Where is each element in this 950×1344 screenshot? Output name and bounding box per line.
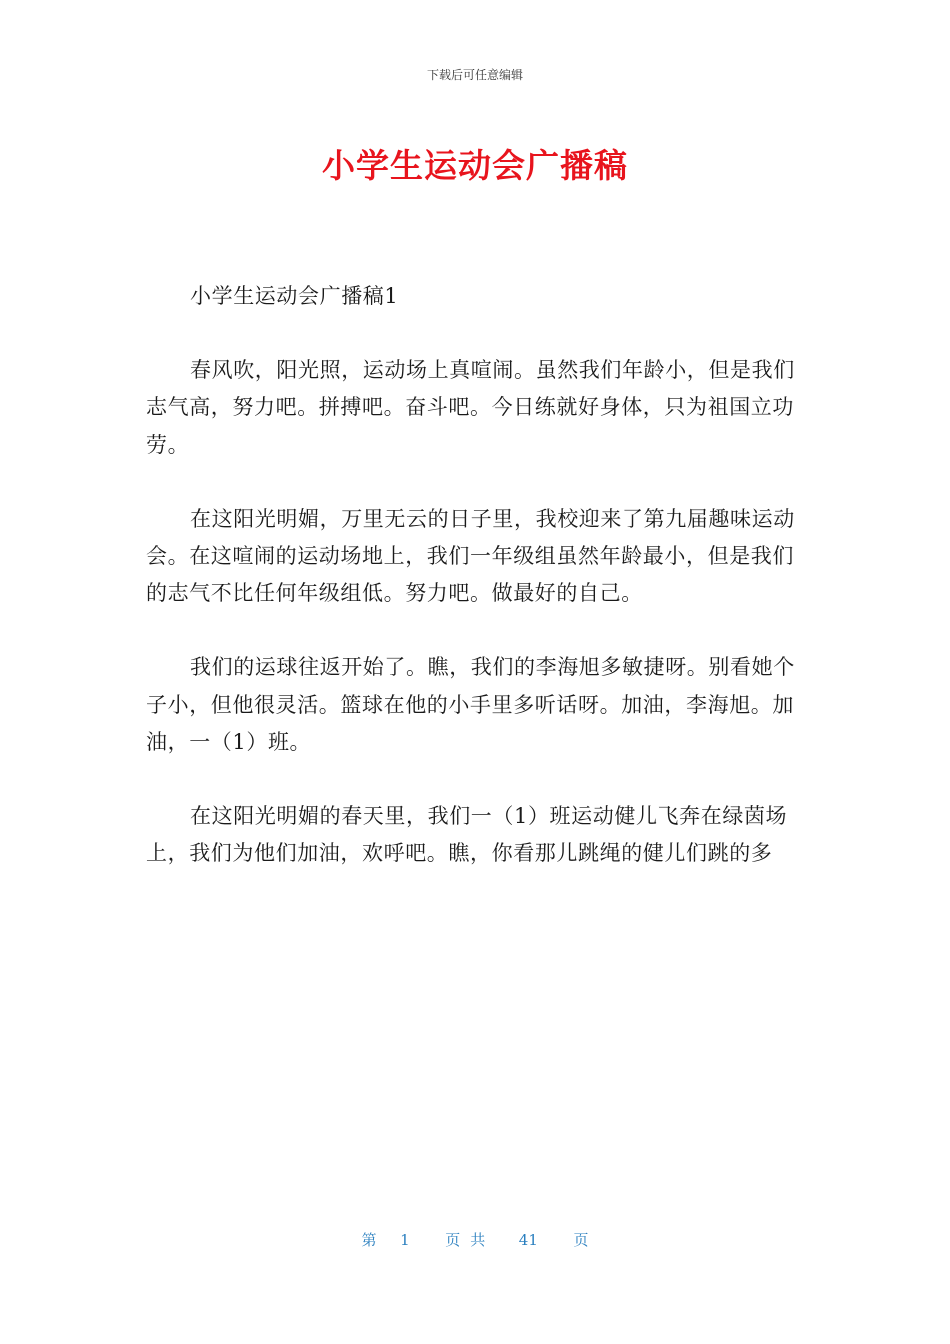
footer-prefix: 第 bbox=[361, 1231, 377, 1249]
document-body bbox=[146, 278, 808, 872]
footer-total-pages: 41 bbox=[518, 1231, 538, 1249]
section-heading: 小学生运动会广播稿1 bbox=[190, 284, 399, 308]
paragraph-2: 在这阳光明媚，万里无云的日子里，我校迎来了第九届趣味运动会。在这喧闹的运动场地上，我们一年级组虽然年龄最小，但是我们的志气不比任何年级组低。努力吧。做最好的自己。 bbox=[146, 506, 795, 606]
page-footer bbox=[0, 1229, 950, 1250]
page-header-note: 下载后可任意编辑 bbox=[426, 68, 523, 82]
footer-middle: 页共 bbox=[445, 1231, 496, 1249]
paragraph-3: 我们的运球往返开始了。瞧，我们的李海旭多敏捷呀。别看她个子小，但他很灵活。篮球在他的小手里多听话呀。加油，李海旭。加油，一（1）班。 bbox=[146, 655, 795, 754]
footer-suffix: 页 bbox=[573, 1231, 589, 1249]
paragraph-4: 在这阳光明媚的春天里，我们一（1）班运动健儿飞奔在绿茵场上，我们为他们加油，欢呼吧。瞧，你看那儿跳绳的健儿们跳的多 bbox=[146, 804, 788, 866]
document-title: 小学生运动会广播稿 bbox=[322, 146, 628, 185]
paragraph-1: 春风吹，阳光照，运动场上真喧闹。虽然我们年龄小，但是我们志气高，努力吧。拼搏吧。奋斗吧。今日练就好身体，只为祖国立功劳。 bbox=[146, 358, 795, 457]
footer-current-page: 1 bbox=[400, 1231, 410, 1249]
